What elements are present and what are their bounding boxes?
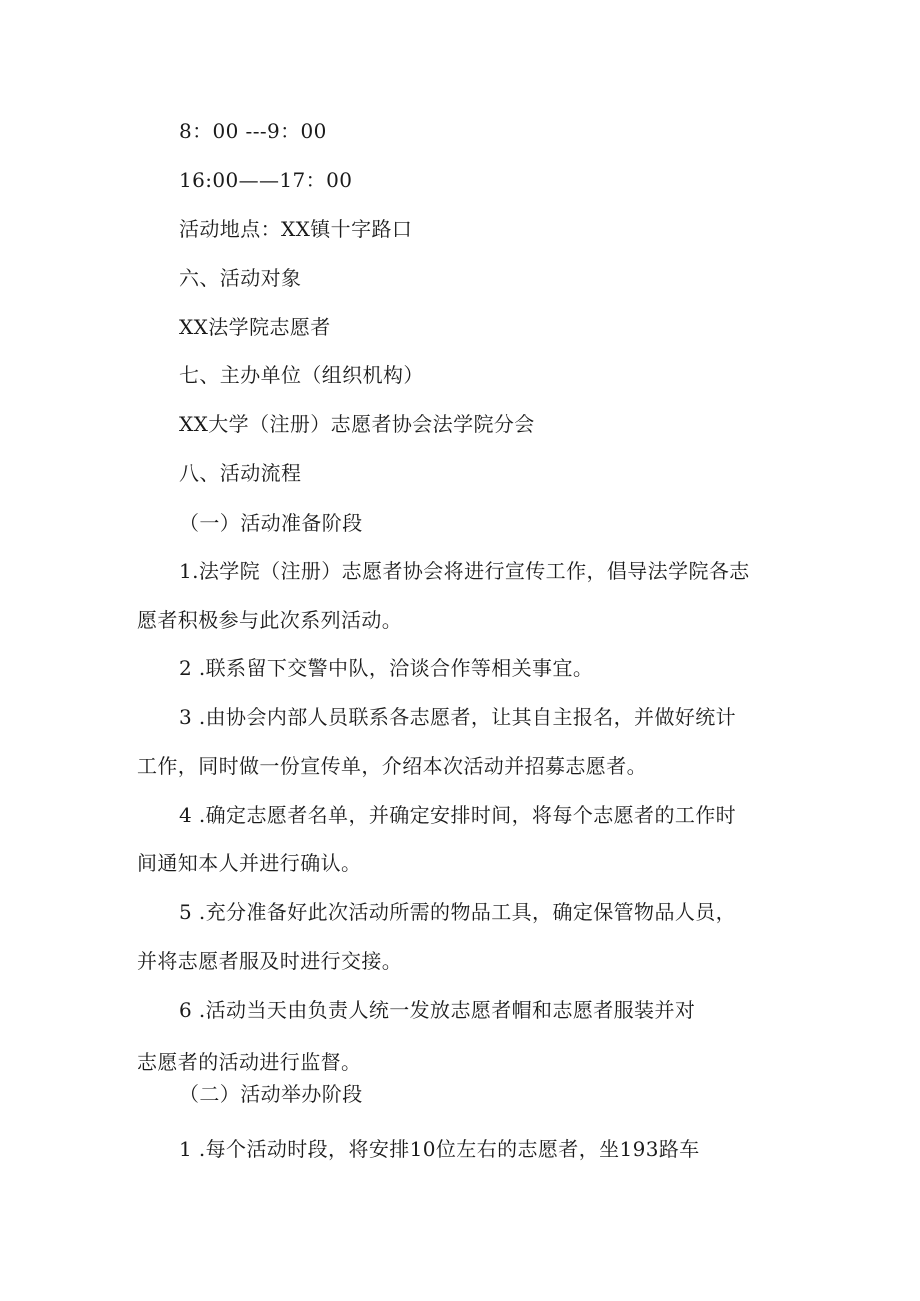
organizer-name: XX大学（注册）志愿者协会法学院分会 [179, 412, 535, 436]
activity-location: 活动地点：XX镇十字路口 [179, 217, 413, 241]
paragraph-line: 愿者积极参与此次系列活动。 [137, 608, 403, 632]
paragraph-line: 间通知本人并进行确认。 [137, 851, 362, 875]
time-slot-morning: 8：00 ---9：00 [179, 119, 327, 143]
time-slot-afternoon: 16:00——17：00 [179, 168, 353, 192]
activity-targets: XX法学院志愿者 [179, 315, 331, 339]
paragraph-line: 4 .确定志愿者名单，并确定安排时间，将每个志愿者的工作时 [179, 803, 737, 827]
subsection-heading-execution: （二）活动举办阶段 [179, 1082, 363, 1106]
paragraph-line: 1.法学院（注册）志愿者协会将进行宣传工作，倡导法学院各志 [179, 559, 750, 583]
section-heading-process: 八、活动流程 [179, 461, 302, 485]
paragraph-line: 志愿者的活动进行监督。 [137, 1050, 362, 1074]
paragraph-line: 1 .每个活动时段，将安排10位左右的志愿者，坐193路车 [179, 1137, 700, 1161]
section-heading-targets: 六、活动对象 [179, 266, 302, 290]
subsection-heading-preparation: （一）活动准备阶段 [179, 511, 363, 535]
section-heading-organizer: 七、主办单位（组织机构） [179, 363, 424, 387]
paragraph-line: 6 .活动当天由负责人统一发放志愿者帽和志愿者服装并对 [179, 998, 696, 1022]
paragraph-line: 3 .由协会内部人员联系各志愿者，让其自主报名，并做好统计 [179, 705, 737, 729]
paragraph-line: 5 .充分准备好此次活动所需的物品工具，确定保管物品人员， [179, 900, 737, 924]
paragraph-line: 工作，同时做一份宣传单，介绍本次活动并招募志愿者。 [137, 754, 647, 778]
paragraph-line: 2 .联系留下交警中队，洽谈合作等相关事宜。 [179, 656, 594, 680]
paragraph-line: 并将志愿者服及时进行交接。 [137, 949, 403, 973]
